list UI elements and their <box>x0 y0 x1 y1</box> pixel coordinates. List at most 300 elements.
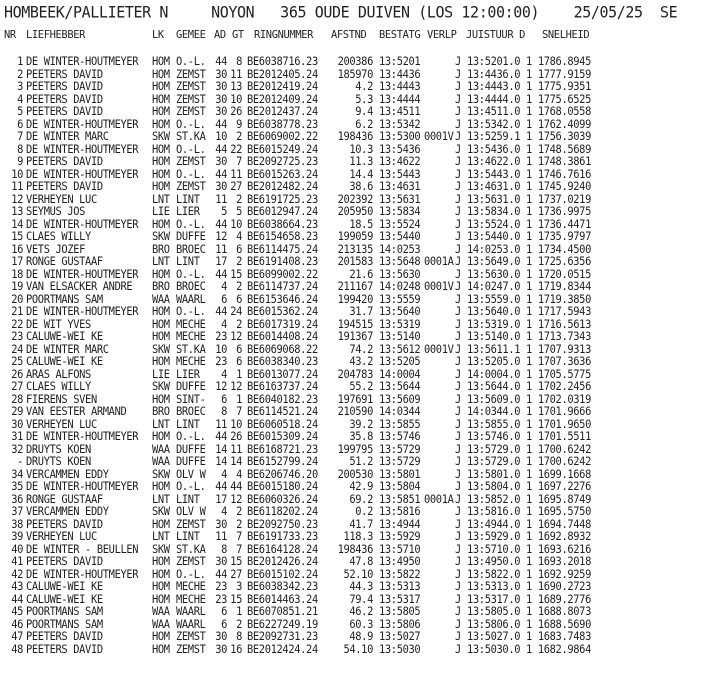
cell-afstand: 11.3 <box>349 155 373 169</box>
cell-afstand: 31.7 <box>349 305 373 319</box>
cell-gemeente: ZEMST <box>176 155 206 169</box>
cell-gemeente: LINT <box>176 530 200 544</box>
cell-verlp: 0001V <box>424 342 454 356</box>
cell-snelheid: 1690.2723 <box>537 580 591 594</box>
cell-gt: 1 <box>236 392 242 406</box>
cell-j: J <box>455 280 461 294</box>
cell-ringnummer: BE2092750.23 <box>247 517 318 531</box>
cell-afstand: 198436 <box>337 130 373 144</box>
cell-nr: 3 <box>17 80 23 94</box>
cell-lk: LIE <box>152 205 170 219</box>
cell-gemeente: ZEMST <box>176 80 206 94</box>
cell-bestatig: 13:4944 <box>379 517 421 531</box>
cell-gt: 15 <box>230 555 242 569</box>
column-header-row <box>4 29 704 43</box>
cell-gemeente: ZEMST <box>176 92 206 106</box>
cell-juistuur: 13:4631.0 1 <box>467 180 532 194</box>
table-row <box>4 580 704 594</box>
cell-juistuur: 13:5030.0 1 <box>467 642 532 656</box>
cell-liefhebber: PEETERS DAVID <box>26 92 103 106</box>
cell-nr: 36 <box>11 492 23 506</box>
cell-liefhebber: PEETERS DAVID <box>26 155 103 169</box>
cell-gt: 8 <box>236 630 242 644</box>
cell-ad: 11 <box>215 242 227 256</box>
cell-ringnummer: BE6154658.23 <box>247 230 318 244</box>
cell-afstand: 60.3 <box>349 617 373 631</box>
cell-juistuur: 13:5806.0 1 <box>467 617 532 631</box>
cell-liefhebber: VERHEYEN LUC <box>26 192 97 206</box>
cell-gemeente: ZEMST <box>176 555 206 569</box>
table-row <box>4 430 704 444</box>
cell-ringnummer: BE6015249.24 <box>247 142 318 156</box>
cell-nr: 37 <box>11 505 23 519</box>
cell-liefhebber: DE WINTER-HOUTMEYER <box>26 55 139 69</box>
cell-j: J <box>455 442 461 456</box>
cell-lk: LIE <box>152 367 170 381</box>
cell-gemeente: O.-L. <box>176 567 206 581</box>
cell-ringnummer: BE6012947.24 <box>247 205 318 219</box>
cell-gt: 2 <box>236 192 242 206</box>
cell-juistuur: 13:5319.0 1 <box>467 317 532 331</box>
cell-snelheid: 1707.9313 <box>537 342 591 356</box>
cell-bestatig: 13:5313 <box>379 580 421 594</box>
cell-gt: 5 <box>236 205 242 219</box>
cell-gt: 11 <box>230 442 242 456</box>
cell-ringnummer: BE6038778.23 <box>247 117 318 131</box>
cell-bestatig: 13:5609 <box>379 392 421 406</box>
cell-liefhebber: SEYMUS JOS <box>26 205 86 219</box>
cell-liefhebber: PEETERS DAVID <box>26 517 103 531</box>
cell-j: J <box>455 642 461 656</box>
cell-liefhebber: DE WINTER-HOUTMEYER <box>26 305 139 319</box>
cell-juistuur: 13:5342.0 1 <box>467 117 532 131</box>
cell-gemeente: ST.KA <box>176 542 206 556</box>
cell-j: J <box>455 317 461 331</box>
cell-ringnummer: BE6114521.24 <box>247 405 318 419</box>
cell-j: J <box>455 205 461 219</box>
cell-lk: BRO <box>152 242 170 256</box>
cell-ringnummer: BE6040182.23 <box>247 392 318 406</box>
cell-j: J <box>455 467 461 481</box>
cell-gt: 44 <box>230 480 242 494</box>
cell-ad: 8 <box>221 405 227 419</box>
cell-liefhebber: POORTMANS SAM <box>26 292 103 306</box>
cell-nr: 9 <box>17 155 23 169</box>
cell-j: J <box>455 105 461 119</box>
cell-ad: 4 <box>221 467 227 481</box>
cell-afstand: 21.6 <box>349 267 373 281</box>
cell-gemeente: BROEC <box>176 280 206 294</box>
cell-nr: 6 <box>17 117 23 131</box>
cell-lk: LNT <box>152 530 170 544</box>
cell-juistuur: 13:5440.0 1 <box>467 230 532 244</box>
cell-juistuur: 13:5524.0 1 <box>467 217 532 231</box>
cell-lk: SKW <box>152 130 170 144</box>
cell-afstand: 79.4 <box>349 592 373 606</box>
cell-ad: 5 <box>221 205 227 219</box>
cell-bestatig: 13:4436 <box>379 67 421 81</box>
cell-lk: HOM <box>152 80 170 94</box>
cell-ringnummer: BE2012482.24 <box>247 180 318 194</box>
table-row <box>4 230 704 244</box>
cell-lk: HOM <box>152 430 170 444</box>
cell-ad: 30 <box>215 180 227 194</box>
cell-bestatig: 13:5030 <box>379 642 421 656</box>
cell-snelheid: 1699.1668 <box>537 467 591 481</box>
cell-nr: 47 <box>11 630 23 644</box>
cell-j: J <box>455 592 461 606</box>
cell-snelheid: 1786.8945 <box>537 55 591 69</box>
cell-liefhebber: PEETERS DAVID <box>26 80 103 94</box>
cell-j: J <box>455 55 461 69</box>
cell-bestatig: 13:5804 <box>379 480 421 494</box>
cell-liefhebber: RONGE GUSTAAF <box>26 492 103 506</box>
cell-ad: 23 <box>215 580 227 594</box>
cell-bestatig: 13:5834 <box>379 205 421 219</box>
cell-afstand: 42.9 <box>349 480 373 494</box>
cell-liefhebber: VERCAMMEN EDDY <box>26 505 109 519</box>
cell-juistuur: 13:5640.0 1 <box>467 305 532 319</box>
cell-juistuur: 13:5559.0 1 <box>467 292 532 306</box>
cell-gt: 10 <box>230 217 242 231</box>
cell-j: J <box>455 192 461 206</box>
table-row <box>4 405 704 419</box>
table-row <box>4 305 704 319</box>
cell-snelheid: 1748.5689 <box>537 142 591 156</box>
cell-afstand: 18.5 <box>349 217 373 231</box>
cell-j: J <box>455 492 461 506</box>
cell-j: J <box>455 617 461 631</box>
cell-nr: 16 <box>11 242 23 256</box>
cell-juistuur: 13:5630.0 1 <box>467 267 532 281</box>
cell-liefhebber: DE WINTER - BEULLEN <box>26 542 139 556</box>
col-gemeente: GEMEE <box>176 29 206 41</box>
cell-gemeente: O.-L. <box>176 217 206 231</box>
cell-gt: 6 <box>236 242 242 256</box>
cell-nr: 38 <box>11 517 23 531</box>
cell-gemeente: LIER <box>176 205 200 219</box>
cell-bestatig: 13:4622 <box>379 155 421 169</box>
cell-lk: WAA <box>152 617 170 631</box>
cell-bestatig: 13:5855 <box>379 417 421 431</box>
cell-ad: 6 <box>221 392 227 406</box>
cell-gt: 2 <box>236 255 242 269</box>
cell-juistuur: 13:5805.0 1 <box>467 605 532 619</box>
cell-snelheid: 1719.8344 <box>537 280 591 294</box>
cell-bestatig: 13:5140 <box>379 330 421 344</box>
cell-ringnummer: BE6013077.24 <box>247 367 318 381</box>
results-table <box>4 55 704 655</box>
cell-ad: 17 <box>215 255 227 269</box>
col-lk: LK <box>152 29 164 41</box>
cell-verlp: 0001A <box>424 255 454 269</box>
cell-nr: 40 <box>11 542 23 556</box>
cell-gemeente: LINT <box>176 192 200 206</box>
cell-ad: 30 <box>215 155 227 169</box>
cell-gemeente: WAARL <box>176 605 206 619</box>
cell-juistuur: 13:4511.0 1 <box>467 105 532 119</box>
cell-snelheid: 1775.6525 <box>537 92 591 106</box>
cell-afstand: 4.2 <box>355 80 373 94</box>
cell-lk: HOM <box>152 355 170 369</box>
cell-lk: HOM <box>152 567 170 581</box>
cell-bestatig: 13:5630 <box>379 267 421 281</box>
cell-bestatig: 13:5805 <box>379 605 421 619</box>
cell-gemeente: MECHE <box>176 355 206 369</box>
cell-ad: 4 <box>221 505 227 519</box>
cell-juistuur: 13:5631.0 1 <box>467 192 532 206</box>
cell-liefhebber: CALUWE-WEI KE <box>26 592 103 606</box>
cell-bestatig: 13:5640 <box>379 305 421 319</box>
cell-ringnummer: BE6152799.24 <box>247 455 318 469</box>
cell-ad: 6 <box>221 292 227 306</box>
cell-afstand: 194515 <box>337 317 373 331</box>
cell-ringnummer: BE6015263.24 <box>247 167 318 181</box>
cell-juistuur: 13:5855.0 1 <box>467 417 532 431</box>
cell-lk: BRO <box>152 280 170 294</box>
cell-afstand: 47.8 <box>349 555 373 569</box>
cell-liefhebber: DE WINTER MARC <box>26 130 109 144</box>
cell-nr: 27 <box>11 380 23 394</box>
cell-ad: 44 <box>215 117 227 131</box>
cell-ringnummer: BE2092731.23 <box>247 630 318 644</box>
cell-liefhebber: DE WINTER-HOUTMEYER <box>26 117 139 131</box>
cell-nr: 25 <box>11 355 23 369</box>
cell-gt: 4 <box>236 467 242 481</box>
cell-lk: HOM <box>152 117 170 131</box>
cell-afstand: 201583 <box>337 255 373 269</box>
cell-bestatig: 13:5201 <box>379 55 421 69</box>
cell-afstand: 213135 <box>337 242 373 256</box>
col-snelheid: SNELHEID <box>542 29 590 41</box>
cell-juistuur: 13:5929.0 1 <box>467 530 532 544</box>
cell-juistuur: 13:4622.0 1 <box>467 155 532 169</box>
cell-nr: 22 <box>11 317 23 331</box>
cell-lk: SKW <box>152 230 170 244</box>
table-row <box>4 330 704 344</box>
cell-ad: 4 <box>221 280 227 294</box>
cell-j: J <box>455 67 461 81</box>
cell-snelheid: 1701.9666 <box>537 405 591 419</box>
cell-afstand: 39.2 <box>349 417 373 431</box>
cell-liefhebber: ARAS ALFONS <box>26 367 91 381</box>
cell-snelheid: 1745.9240 <box>537 180 591 194</box>
cell-ringnummer: BE6014463.24 <box>247 592 318 606</box>
cell-gemeente: O.-L. <box>176 142 206 156</box>
cell-liefhebber: DRUYTS KOEN <box>26 442 91 456</box>
cell-ad: 14 <box>215 455 227 469</box>
table-row <box>4 205 704 219</box>
cell-bestatig: 13:4444 <box>379 92 421 106</box>
cell-ringnummer: BE6017319.24 <box>247 317 318 331</box>
cell-ad: 44 <box>215 267 227 281</box>
cell-afstand: 197691 <box>337 392 373 406</box>
cell-lk: SKW <box>152 542 170 556</box>
cell-nr: 42 <box>11 567 23 581</box>
table-row <box>4 505 704 519</box>
cell-ringnummer: BE6038716.23 <box>247 55 318 69</box>
col-bestatig: BESTATG <box>379 29 421 41</box>
cell-snelheid: 1700.6242 <box>537 455 591 469</box>
cell-snelheid: 1748.3861 <box>537 155 591 169</box>
cell-afstand: 6.2 <box>355 117 373 131</box>
cell-j: J <box>455 367 461 381</box>
cell-juistuur: 14:0247.0 1 <box>467 280 532 294</box>
cell-gt: 26 <box>230 430 242 444</box>
cell-ad: 30 <box>215 67 227 81</box>
cell-bestatig: 13:5443 <box>379 167 421 181</box>
page-title: HOMBEEK/PALLIETER N NOYON 365 OUDE DUIVEN (LOS 12:00:00) 25/05/25 SE <box>4 3 678 22</box>
cell-ringnummer: BE6038342.23 <box>247 580 318 594</box>
cell-ringnummer: BE2012437.24 <box>247 105 318 119</box>
cell-nr: 46 <box>11 617 23 631</box>
cell-gt: 6 <box>236 292 242 306</box>
cell-liefhebber: VERCAMMEN EDDY <box>26 467 109 481</box>
cell-nr: 44 <box>11 592 23 606</box>
cell-bestatig: 13:4443 <box>379 80 421 94</box>
cell-gemeente: O.-L. <box>176 117 206 131</box>
cell-gemeente: O.-L. <box>176 430 206 444</box>
cell-j: J <box>455 430 461 444</box>
cell-nr: 28 <box>11 392 23 406</box>
cell-lk: HOM <box>152 267 170 281</box>
cell-liefhebber: DE WINTER-HOUTMEYER <box>26 567 139 581</box>
cell-nr: 31 <box>11 430 23 444</box>
cell-ringnummer: BE6015362.24 <box>247 305 318 319</box>
cell-ad: 44 <box>215 567 227 581</box>
cell-j: J <box>455 542 461 556</box>
cell-ringnummer: BE6191408.23 <box>247 255 318 269</box>
cell-gemeente: MECHE <box>176 330 206 344</box>
cell-lk: HOM <box>152 480 170 494</box>
cell-nr: 18 <box>11 267 23 281</box>
table-row <box>4 130 704 144</box>
cell-liefhebber: FIERENS SVEN <box>26 392 97 406</box>
cell-j: J <box>455 580 461 594</box>
cell-ringnummer: BE6164128.24 <box>247 542 318 556</box>
table-row <box>4 555 704 569</box>
cell-juistuur: 13:5729.0 1 <box>467 455 532 469</box>
cell-nr: 11 <box>11 180 23 194</box>
cell-gt: 7 <box>236 530 242 544</box>
cell-snelheid: 1701.5511 <box>537 430 591 444</box>
cell-gemeente: O.-L. <box>176 167 206 181</box>
cell-j: J <box>455 80 461 94</box>
cell-nr: 8 <box>17 142 23 156</box>
cell-ringnummer: BE2012405.24 <box>247 67 318 81</box>
cell-ad: 10 <box>215 130 227 144</box>
cell-gt: 10 <box>230 92 242 106</box>
table-row <box>4 80 704 94</box>
cell-ad: 44 <box>215 167 227 181</box>
cell-nr: 32 <box>11 442 23 456</box>
cell-snelheid: 1705.5775 <box>537 367 591 381</box>
cell-afstand: 205950 <box>337 205 373 219</box>
cell-verlp: 0001A <box>424 492 454 506</box>
cell-ringnummer: BE6069068.22 <box>247 342 318 356</box>
cell-nr: 7 <box>17 130 23 144</box>
cell-nr: 29 <box>11 405 23 419</box>
cell-ad: 11 <box>215 192 227 206</box>
cell-juistuur: 13:5313.0 1 <box>467 580 532 594</box>
cell-nr: 14 <box>11 217 23 231</box>
cell-j: J <box>455 155 461 169</box>
cell-snelheid: 1762.4099 <box>537 117 591 131</box>
cell-lk: LNT <box>152 492 170 506</box>
cell-gemeente: DUFFE <box>176 455 206 469</box>
cell-gt: 4 <box>236 230 242 244</box>
cell-ringnummer: BE6015102.24 <box>247 567 318 581</box>
cell-afstand: 48.9 <box>349 630 373 644</box>
cell-ad: 6 <box>221 617 227 631</box>
cell-gt: 10 <box>230 417 242 431</box>
cell-snelheid: 1746.7616 <box>537 167 591 181</box>
cell-ad: 11 <box>215 417 227 431</box>
cell-gemeente: ST.KA <box>176 342 206 356</box>
cell-bestatig: 13:5710 <box>379 542 421 556</box>
cell-juistuur: 13:5816.0 1 <box>467 505 532 519</box>
cell-gt: 2 <box>236 517 242 531</box>
cell-liefhebber: PEETERS DAVID <box>26 105 103 119</box>
page-bottom-edge <box>0 670 600 690</box>
cell-gemeente: ZEMST <box>176 180 206 194</box>
cell-juistuur: 13:5611.1 1 <box>467 342 532 356</box>
cell-bestatig: 14:0344 <box>379 405 421 419</box>
cell-lk: LNT <box>152 417 170 431</box>
cell-ad: 30 <box>215 517 227 531</box>
cell-gt: 2 <box>236 130 242 144</box>
cell-j: J <box>455 255 461 269</box>
cell-afstand: 185970 <box>337 67 373 81</box>
cell-liefhebber: CALUWE-WEI KE <box>26 330 103 344</box>
cell-gemeente: ZEMST <box>176 67 206 81</box>
cell-gemeente: MECHE <box>176 592 206 606</box>
cell-ringnummer: BE2012426.24 <box>247 555 318 569</box>
cell-liefhebber: VETS JOZEF <box>26 242 86 256</box>
table-row <box>4 455 704 469</box>
cell-snelheid: 1716.5613 <box>537 317 591 331</box>
cell-bestatig: 13:5631 <box>379 192 421 206</box>
cell-gt: 7 <box>236 405 242 419</box>
cell-j: J <box>455 242 461 256</box>
table-row <box>4 55 704 69</box>
cell-bestatig: 13:5801 <box>379 467 421 481</box>
cell-liefhebber: DRUYTS KOEN <box>26 455 91 469</box>
cell-nr: - <box>17 455 23 469</box>
table-row <box>4 643 704 657</box>
cell-gt: 6 <box>236 342 242 356</box>
cell-juistuur: 13:5834.0 1 <box>467 205 532 219</box>
cell-gemeente: DUFFE <box>176 380 206 394</box>
cell-gt: 2 <box>236 317 242 331</box>
cell-bestatig: 13:5559 <box>379 292 421 306</box>
cell-snelheid: 1717.5943 <box>537 305 591 319</box>
cell-nr: 1 <box>17 55 23 69</box>
cell-snelheid: 1682.9864 <box>537 642 591 656</box>
cell-afstand: 74.2 <box>349 342 373 356</box>
cell-lk: LNT <box>152 255 170 269</box>
cell-bestatig: 14:0248 <box>379 280 421 294</box>
cell-juistuur: 14:0004.0 1 <box>467 367 532 381</box>
cell-gt: 12 <box>230 492 242 506</box>
cell-ringnummer: BE6206746.20 <box>247 467 318 481</box>
cell-afstand: 54.10 <box>343 642 373 656</box>
cell-ad: 44 <box>215 55 227 69</box>
cell-ad: 12 <box>215 230 227 244</box>
cell-bestatig: 13:5851 <box>379 492 421 506</box>
cell-lk: LNT <box>152 192 170 206</box>
cell-juistuur: 13:5649.0 1 <box>467 255 532 269</box>
